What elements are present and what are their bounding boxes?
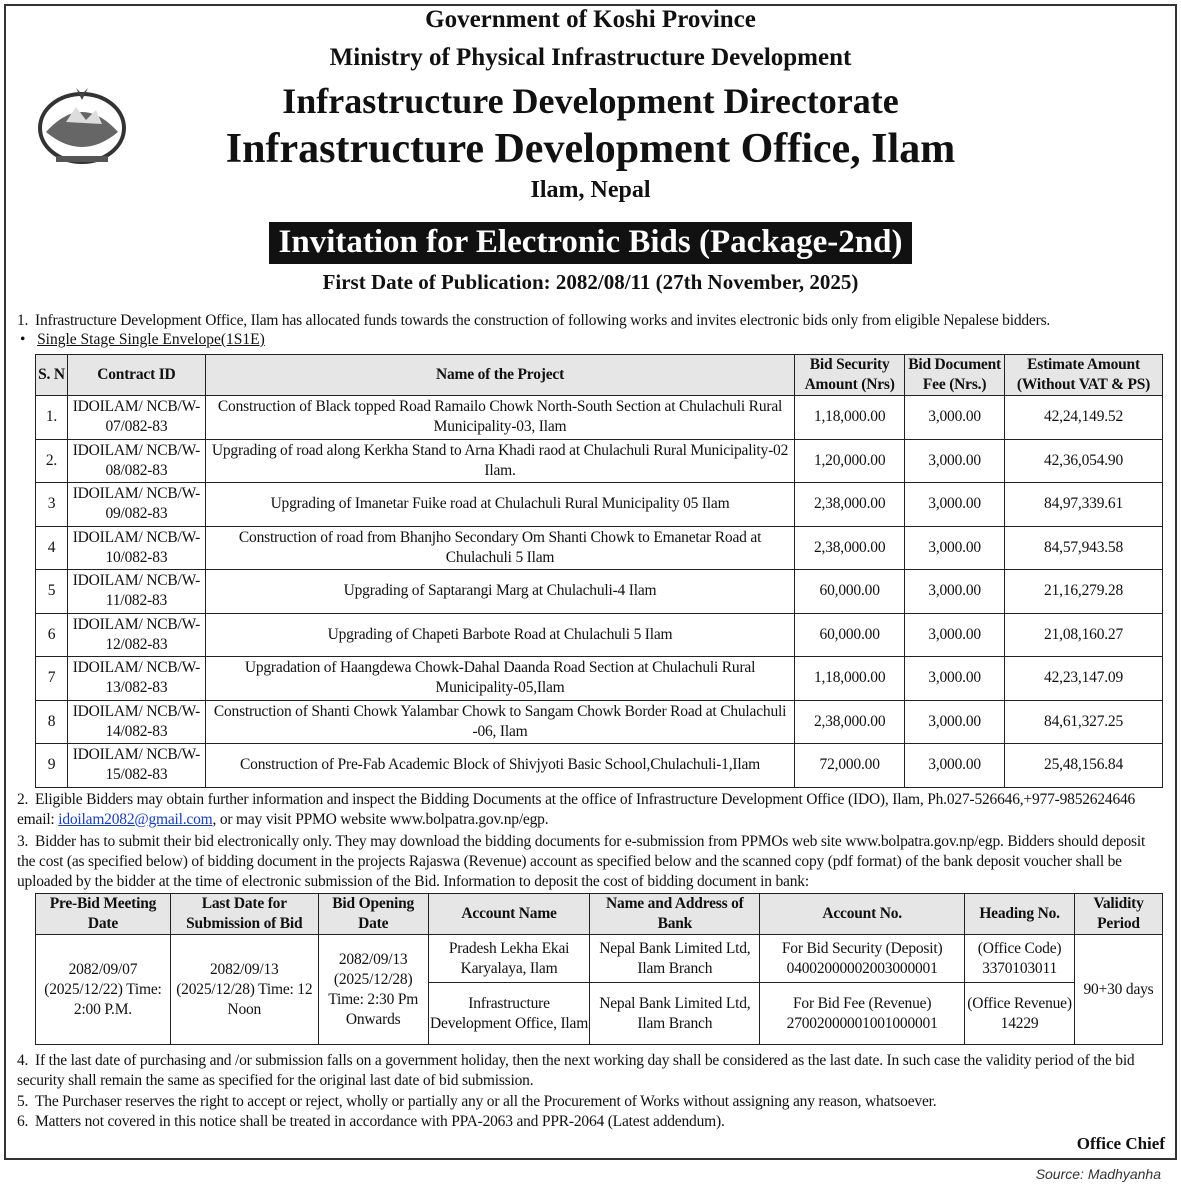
project-name: Construction of road from Bhanjho Secondary Om Shanti Chowk to Emanetar Road at Chulachuli 5 Ilam [205, 526, 794, 570]
table-row [36, 657, 1163, 701]
serial-number: 2. [36, 439, 68, 483]
contract-id: IDOILAM/ NCB/W-11/082-83 [67, 570, 205, 614]
estimate-amount: 84,57,943.58 [1005, 526, 1163, 570]
paragraph-6: 6. Matters not covered in this notice shall be treated in accordance with PPA-2063 and PPR-2064 (Latest addendum). [17, 1113, 725, 1130]
contract-id: IDOILAM/ NCB/W-13/082-83 [67, 657, 205, 701]
account-name: Infrastructure Development Office, Ilam [428, 983, 590, 1045]
contract-id: IDOILAM/ NCB/W-09/082-83 [67, 483, 205, 527]
document-fee: 3,000.00 [905, 483, 1005, 527]
column-header: Last Date for Submission of Bid [170, 894, 318, 935]
project-name: Construction of Shanti Chowk Yalambar Chowk to Sangam Chowk Border Road at Chulachuli -06, Ilam [205, 700, 794, 744]
estimate-amount: 42,36,054.90 [1005, 439, 1163, 483]
paragraph-4: 4. If the last date of purchasing and /or submission falls on a government holiday, then the next working day shall be considered as the last date. In such case the validity period of the bid security shall remain the same as specified for the original last date of bid submission. [17, 1052, 1135, 1089]
contract-id: IDOILAM/ NCB/W-14/082-83 [67, 700, 205, 744]
column-header: S. N [36, 355, 68, 396]
contract-id: IDOILAM/ NCB/W-15/082-83 [67, 744, 205, 788]
column-header: Pre-Bid Meeting Date [36, 894, 171, 935]
estimate-amount: 21,08,160.27 [1005, 613, 1163, 657]
table-row [36, 526, 1163, 570]
bid-security: 2,38,000.00 [795, 483, 905, 527]
ministry-name: Ministry of Physical Infrastructure Development [329, 44, 852, 71]
contract-id: IDOILAM/ NCB/W-08/082-83 [67, 439, 205, 483]
pre-bid-date: 2082/09/07 (2025/12/22) Time: 2:00 P.M. [36, 935, 171, 1045]
column-header: Bid Security Amount (Nrs) [795, 355, 905, 396]
contract-id: IDOILAM/ NCB/W-10/082-83 [67, 526, 205, 570]
bid-security: 60,000.00 [795, 613, 905, 657]
office-name: Infrastructure Development Office, Ilam [225, 126, 956, 172]
office-location: Ilam, Nepal [530, 177, 651, 203]
project-name: Construction of Black topped Road Ramailo Chowk North-South Section at Chulachuli Rural Municipality-03, Ilam [205, 396, 794, 440]
table-row [36, 700, 1163, 744]
document-fee: 3,000.00 [905, 570, 1005, 614]
column-header: Validity Period [1075, 894, 1163, 935]
column-header: Bid Opening Date [318, 894, 428, 935]
serial-number: 5 [36, 570, 68, 614]
bank-name: Nepal Bank Limited Ltd, Ilam Branch [590, 983, 760, 1045]
column-header: Contract ID [67, 355, 205, 396]
heading-number: (Office Revenue) 14229 [965, 983, 1075, 1045]
serial-number: 3 [36, 483, 68, 527]
column-header: Estimate Amount (Without VAT & PS) [1005, 355, 1163, 396]
serial-number: 1. [36, 396, 68, 440]
province-name: Government of Koshi Province [425, 6, 756, 33]
column-header: Name and Address of Bank [590, 894, 760, 935]
notice-title: Invitation for Electronic Bids (Package-2nd) [269, 222, 913, 264]
estimate-amount: 84,61,327.25 [1005, 700, 1163, 744]
procurement-method: • Single Stage Single Envelope(1S1E) [20, 331, 265, 348]
paragraph-3: 3. Bidder has to submit their bid electronically only. They may download the bidding documents for e-submission from PPMOs web site www.bolpatra.gov.np/egp. Bidders should deposit the cost (as specified below) of bidding document in the projects Rajaswa (Revenue) account as specified below and the scanned copy (pdf format) of the bank deposit voucher shall be uploaded by the bidder at the time of electronic submission of the Bid. Information to deposit the cost of bidding document in bank: [17, 833, 1146, 890]
table-row [36, 396, 1163, 440]
signatory: Office Chief [1076, 1134, 1165, 1153]
bid-security: 2,38,000.00 [795, 700, 905, 744]
serial-number: 9 [36, 744, 68, 788]
estimate-amount: 42,23,147.09 [1005, 657, 1163, 701]
column-header: Account Name [428, 894, 590, 935]
estimate-amount: 25,48,156.84 [1005, 744, 1163, 788]
document-fee: 3,000.00 [905, 700, 1005, 744]
table-row [36, 613, 1163, 657]
project-name: Upgrading of Saptarangi Marg at Chulachuli-4 Ilam [205, 570, 794, 614]
paragraph-1: 1. Infrastructure Development Office, Ilam has allocated funds towards the construction of following works and invites electronic bids only from eligible Nepalese bidders. [17, 312, 1051, 329]
serial-number: 8 [36, 700, 68, 744]
bank-deposit-table [35, 893, 1163, 1045]
project-name: Upgrading of Imanetar Fuike road at Chulachuli Rural Municipality 05 Ilam [205, 483, 794, 527]
contract-id: IDOILAM/ NCB/W-07/082-83 [67, 396, 205, 440]
table-row [36, 570, 1163, 614]
serial-number: 7 [36, 657, 68, 701]
table-row [36, 483, 1163, 527]
bid-security: 2,38,000.00 [795, 526, 905, 570]
paragraph-5: 5. The Purchaser reserves the right to accept or reject, wholly or partially any or all the Procurement of Works without assigning any reason, whatsoever. [17, 1093, 937, 1110]
account-number: For Bid Fee (Revenue) 27002000001001000001 [760, 983, 965, 1045]
column-header: Bid Document Fee (Nrs.) [905, 355, 1005, 396]
bid-security: 1,18,000.00 [795, 396, 905, 440]
document-fee: 3,000.00 [905, 613, 1005, 657]
column-header: Name of the Project [205, 355, 794, 396]
bid-security: 1,18,000.00 [795, 657, 905, 701]
serial-number: 6 [36, 613, 68, 657]
document-fee: 3,000.00 [905, 439, 1005, 483]
project-name: Upgrading of Chapeti Barbote Road at Chulachuli 5 Ilam [205, 613, 794, 657]
email-link[interactable]: idoilam2082@gmail.com [58, 811, 213, 828]
directorate-name: Infrastructure Development Directorate [282, 81, 899, 121]
document-fee: 3,000.00 [905, 396, 1005, 440]
publication-date: First Date of Publication: 2082/08/11 (27th November, 2025) [322, 270, 859, 294]
project-name: Upgrading of road along Kerkha Stand to Arna Khadi raod at Chulachuli Rural Municipality-02 Ilam. [205, 439, 794, 483]
bank-name: Nepal Bank Limited Ltd, Ilam Branch [590, 935, 760, 983]
table-row [36, 744, 1163, 788]
table-row [36, 439, 1163, 483]
document-fee: 3,000.00 [905, 744, 1005, 788]
project-name: Upgradation of Haangdewa Chowk-Dahal Daanda Road Section at Chulachuli Rural Municipality-05,Ilam [205, 657, 794, 701]
document-fee: 3,000.00 [905, 657, 1005, 701]
contract-id: IDOILAM/ NCB/W-12/082-83 [67, 613, 205, 657]
paragraph-2: 2. Eligible Bidders may obtain further information and inspect the Bidding Documents at the office of Infrastructure Development Office (IDO), Ilam, Ph.027-526646,+977-9852624646 email: idoilam2082@gmail.com, or may visit PPMO website www.bolpatra.gov.np/egp. [17, 791, 1136, 828]
account-name: Pradesh Lekha Ekai Karyalaya, Ilam [428, 935, 590, 983]
last-submission-date: 2082/09/13 (2025/12/28) Time: 12 Noon [170, 935, 318, 1045]
bid-opening-date: 2082/09/13 (2025/12/28) Time: 2:30 Pm Onwards [318, 935, 428, 1045]
estimate-amount: 42,24,149.52 [1005, 396, 1163, 440]
account-number: For Bid Security (Deposit) 04002000002003000001 [760, 935, 965, 983]
project-name: Construction of Pre-Fab Academic Block of Shivjyoti Basic School,Chulachuli-1,Ilam [205, 744, 794, 788]
bid-security: 1,20,000.00 [795, 439, 905, 483]
estimate-amount: 84,97,339.61 [1005, 483, 1163, 527]
document-fee: 3,000.00 [905, 526, 1005, 570]
works-table [35, 354, 1163, 788]
bid-security: 60,000.00 [795, 570, 905, 614]
validity-period: 90+30 days [1075, 935, 1163, 1045]
column-header: Account No. [760, 894, 965, 935]
estimate-amount: 21,16,279.28 [1005, 570, 1163, 614]
serial-number: 4 [36, 526, 68, 570]
heading-number: (Office Code) 3370103011 [965, 935, 1075, 983]
source-credit: Source: Madhyanha [1035, 1166, 1161, 1182]
bid-security: 72,000.00 [795, 744, 905, 788]
column-header: Heading No. [965, 894, 1075, 935]
